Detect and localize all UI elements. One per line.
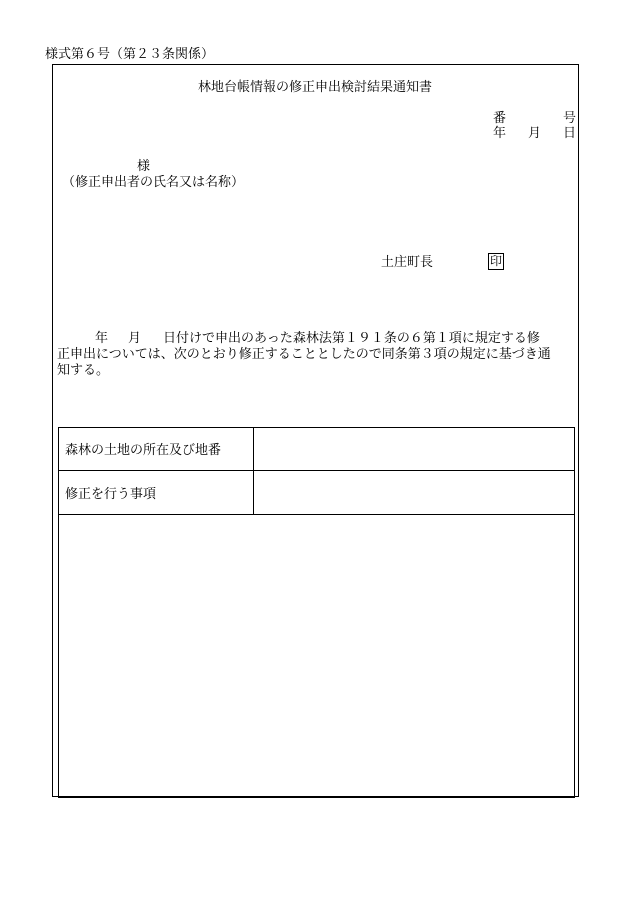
body-month: 月 xyxy=(128,331,142,346)
table-row-divider xyxy=(59,514,574,515)
addressee-note: （修正申出者の氏名又は名称） xyxy=(62,175,245,190)
number-label: 番 xyxy=(493,111,507,126)
sender-name: 土庄町長 xyxy=(381,255,434,270)
day-label: 日 xyxy=(563,126,577,141)
body-line-3: 知する。 xyxy=(57,363,110,378)
table-column-divider xyxy=(253,428,254,514)
document-title: 林地台帳情報の修正申出検討結果通知書 xyxy=(197,80,432,95)
table-row-label: 修正を行う事項 xyxy=(65,487,157,502)
body-year: 年 xyxy=(95,331,109,346)
number-suffix: 号 xyxy=(563,111,577,126)
body-line-1-rest: 日付けで申出のあった森林法第１９１条の６第１項に規定する修 xyxy=(163,331,540,346)
form-number: 様式第６号（第２３条関係） xyxy=(45,47,215,62)
year-label: 年 xyxy=(493,126,507,141)
body-paragraph xyxy=(57,331,575,379)
body-line-2: 正申出については、次のとおり修正することとしたので同条第３項の規定に基づき通 xyxy=(57,347,551,362)
table-row-label: 森林の土地の所在及び地番 xyxy=(65,443,222,458)
seal-mark: 印 xyxy=(489,254,502,268)
table-row-divider xyxy=(59,470,574,471)
addressee-honorific: 様 xyxy=(137,159,151,174)
body-line-1 xyxy=(57,331,575,347)
detail-table xyxy=(58,427,575,798)
month-label: 月 xyxy=(528,126,542,141)
